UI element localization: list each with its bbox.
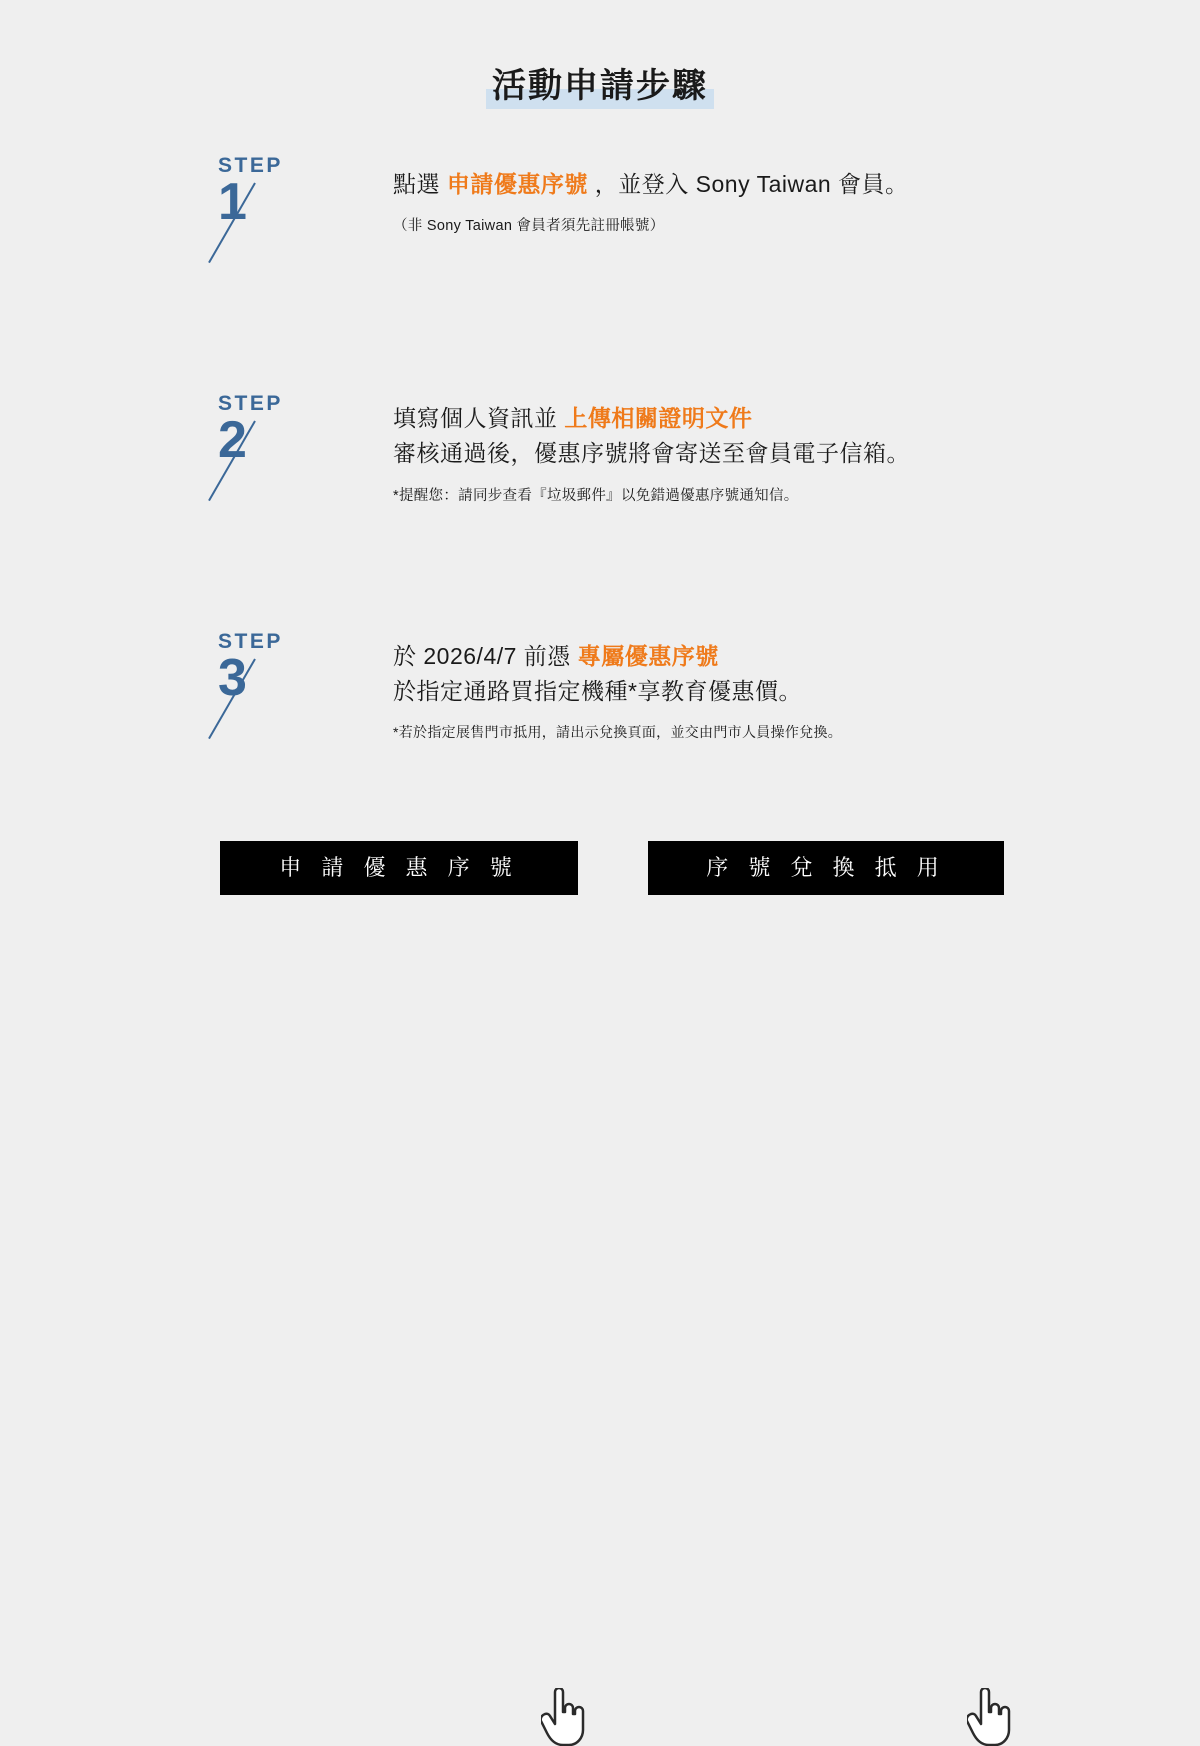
step-number-2: 2	[218, 410, 247, 469]
page-title-text: 活動申請步驟	[492, 67, 708, 105]
step-2-text-pre: 填寫個人資訊並	[393, 404, 565, 431]
step-number-1: 1	[218, 172, 247, 231]
apply-coupon-button[interactable]: 申 請 優 惠 序 號	[220, 841, 578, 895]
hand-cursor-icon	[541, 1688, 587, 1746]
step-3-note: *若於指定展售門市抵用，請出示兌換頁面，並交由門市人員操作兌換。	[393, 724, 843, 741]
step-word-3: STEP	[218, 629, 283, 653]
step-1-main-line	[393, 167, 1153, 203]
step-item	[0, 393, 1200, 631]
step-2-accent: 上傳相關證明文件	[564, 404, 753, 431]
step-3-accent: 專屬優惠序號	[577, 642, 719, 669]
step-number-3: 3	[218, 648, 247, 707]
step-1-note: （非 Sony Taiwan 會員者須先註冊帳號）	[393, 218, 665, 235]
step-word-1: STEP	[218, 153, 283, 177]
step-1-text-post: ，並登入 Sony Taiwan 會員。	[587, 170, 909, 197]
hand-cursor-icon	[967, 1688, 1013, 1746]
page-title	[486, 66, 714, 107]
step-3-second-line: 於指定通路買指定機種*享教育優惠價。	[393, 678, 802, 705]
step-body-1	[393, 167, 1153, 236]
step-2-second-line: 審核通過後，優惠序號將會寄送至會員電子信箱。	[393, 440, 910, 467]
page-title-container	[0, 0, 1200, 107]
step-1-text-pre: 點選	[393, 170, 447, 197]
step-1-accent: 申請優惠序號	[446, 170, 588, 197]
redeem-coupon-button[interactable]: 序 號 兌 換 抵 用	[648, 841, 1004, 895]
button-row	[0, 841, 1200, 921]
step-3-main-line	[393, 639, 1153, 675]
step-3-text-pre: 於 2026/4/7 前憑	[393, 642, 578, 669]
step-badge-2	[218, 391, 368, 469]
step-word-2: STEP	[218, 391, 283, 415]
step-badge-1	[218, 153, 368, 231]
steps-list	[0, 155, 1200, 869]
step-badge-3	[218, 629, 368, 707]
step-2-note: *提醒您：請同步查看『垃圾郵件』以免錯過優惠序號通知信。	[393, 488, 799, 505]
step-body-2	[393, 401, 1153, 505]
step-body-3	[393, 639, 1153, 742]
step-item	[0, 155, 1200, 393]
step-2-main-line	[393, 401, 1153, 437]
step-item	[0, 631, 1200, 869]
